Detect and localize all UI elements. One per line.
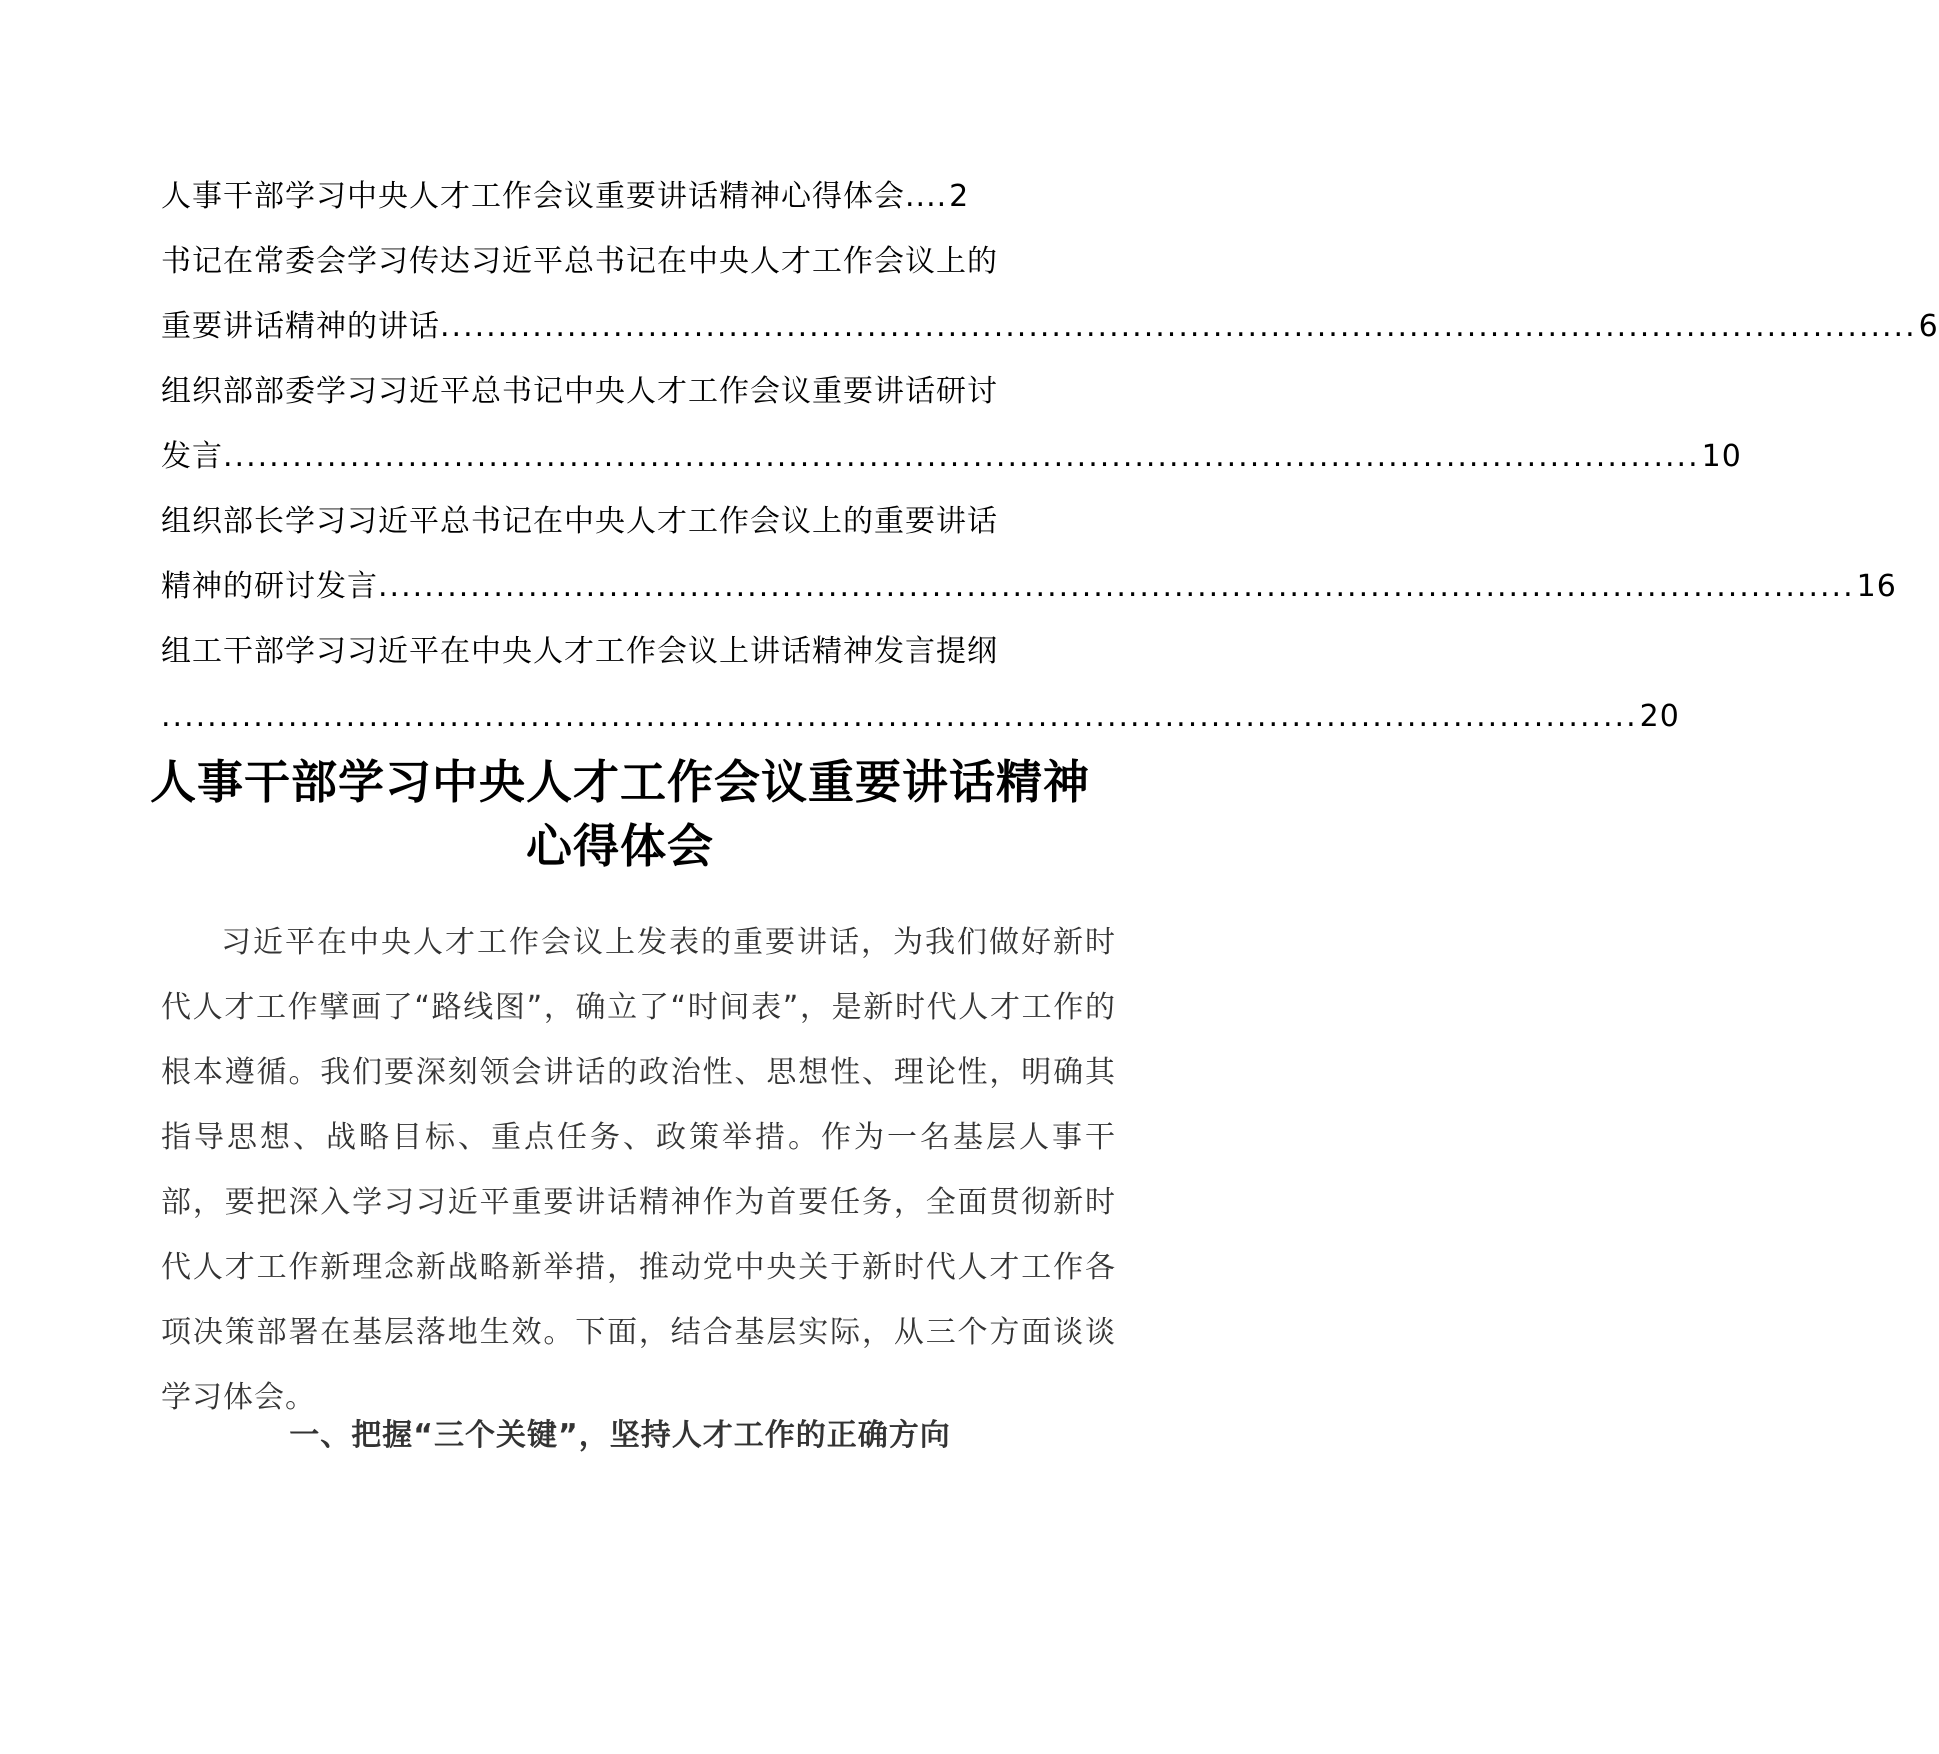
toc-entry-title: 发言: [161, 439, 223, 474]
toc-entry-title-line: 组织部长学习习近平总书记在中央人才工作会议上的重要讲话: [161, 504, 998, 539]
body-paragraph: 习近平在中央人才工作会议上发表的重要讲话，为我们做好新时代人才工作擘画了“路线图”，确立了“时间表”，是新时代人才工作的根本遵循。我们要深刻领会讲话的政治性、思想性、理论性，明确其指导思想、战略目标、重点任务、政策举措。作为一名基层人事干部，要把深入学习习近平重要讲话精神作为首要任务，全面贯彻新时代人才工作新理念新战略新举措，推动党中央关于新时代人才工作各项决策部署在基层落地生效。下面，结合基层实际，从三个方面谈谈学习体会。: [161, 925, 1116, 1415]
toc-entry[interactable]: [161, 489, 1897, 619]
toc-leader-dots: ................................................................................................................................: [440, 309, 1917, 344]
toc-page-number: 20: [1639, 699, 1680, 734]
toc-entry-title: 人事干部学习中央人才工作会议重要讲话精神心得体会: [161, 179, 905, 214]
toc-entry[interactable]: [161, 359, 1742, 489]
toc-page-number: 6: [1918, 309, 1939, 344]
toc-entry-line: [161, 684, 1680, 749]
toc-entry-line: [161, 424, 1742, 489]
toc-leader-dots: ................................................................................................................................: [378, 569, 1855, 604]
toc-page-number: 16: [1856, 569, 1897, 604]
toc-entry-title-line: 书记在常委会学习传达习近平总书记在中央人才工作会议上的: [161, 244, 998, 279]
document-title-line: 心得体会: [526, 819, 714, 873]
table-of-contents: [161, 164, 1939, 749]
document-title-line: 人事干部学习中央人才工作会议重要讲话精神: [150, 755, 1090, 809]
toc-leader-dots: ................................................................................................................................: [161, 699, 1638, 734]
toc-entry-title: 重要讲话精神的讲话: [161, 309, 440, 344]
toc-entry-title-line: 组织部部委学习习近平总书记中央人才工作会议重要讲话研讨: [161, 374, 998, 409]
toc-entry[interactable]: [161, 229, 1939, 359]
toc-entry-line: [161, 164, 1091, 229]
toc-leader-dots: ................................................................................................................................: [223, 439, 1700, 474]
document-title: [100, 750, 1140, 878]
section-heading: 一、把握“三个关键”，坚持人才工作的正确方向: [289, 1418, 951, 1453]
toc-entry-title-line: 组工干部学习习近平在中央人才工作会议上讲话精神发言提纲: [161, 634, 998, 669]
toc-leader-dots: ....: [905, 179, 948, 214]
toc-entry[interactable]: [161, 619, 1680, 749]
toc-page-number: 2: [949, 179, 970, 214]
toc-entry-line: [161, 554, 1897, 619]
toc-entry-title: 精神的研讨发言: [161, 569, 378, 604]
toc-page-number: 10: [1701, 439, 1742, 474]
toc-entry[interactable]: [161, 164, 1091, 229]
toc-entry-line: [161, 294, 1939, 359]
